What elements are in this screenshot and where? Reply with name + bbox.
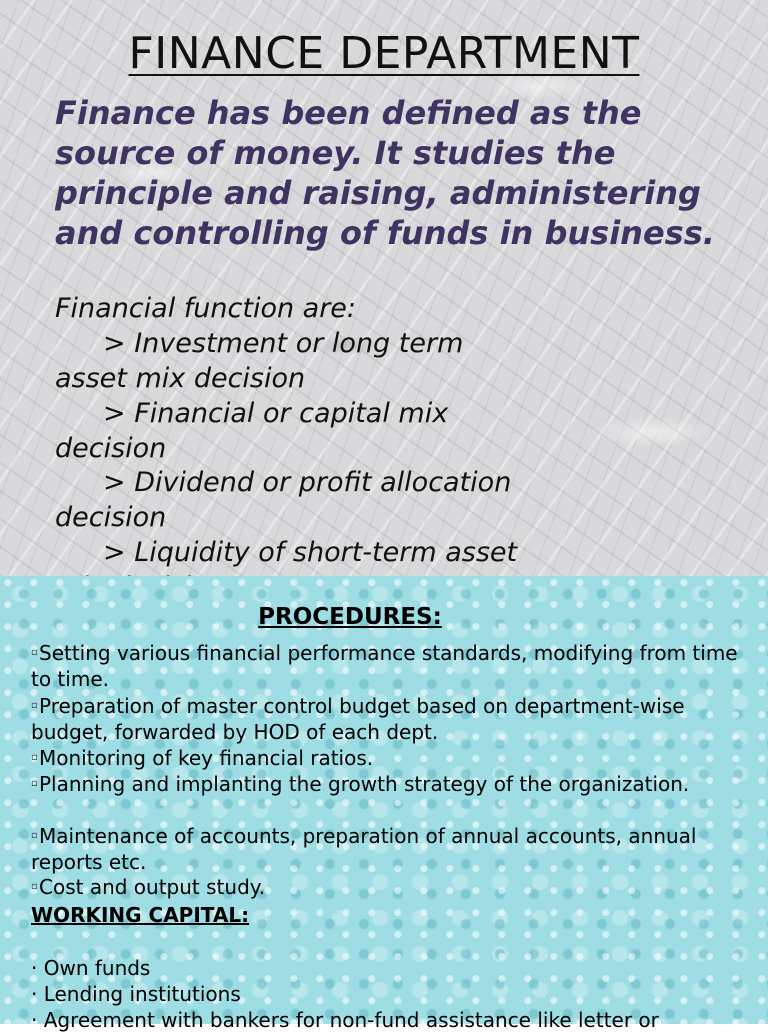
working-capital-item: · Own funds [31,956,151,980]
procedure-text: Cost and output study. [39,875,266,899]
procedure-text: Preparation of master control budget based on department-wise budget, forwarded by HOD of each dept. [31,694,685,744]
function-item: > Financial or capital mix decision [55,398,449,464]
procedure-text: Monitoring of key financial ratios. [39,746,374,770]
small-square-bullet-icon: ▫ [31,830,38,841]
procedure-item [31,823,751,875]
procedures-panel [0,576,768,1032]
procedure-item [31,874,751,900]
procedure-text: Planning and implanting the growth strategy of the organization. [39,772,690,796]
procedure-item [31,693,751,745]
small-square-bullet-icon: ▫ [31,752,38,763]
small-square-bullet-icon: ▫ [31,778,38,789]
function-item: > Investment or long term asset mix decision [55,328,464,394]
functions-heading: Financial function are: [55,293,357,324]
function-item: > Dividend or profit allocation decision [55,467,512,533]
finance-definition: Finance has been defined as the source of money. It studies the principle and raising, administering and controlling of funds in business. [55,94,715,252]
small-square-bullet-icon: ▫ [31,647,38,658]
procedure-item [31,745,751,771]
working-capital-heading: WORKING CAPITAL: [31,903,250,927]
page-title: FINANCE DEPARTMENT [128,28,640,79]
procedure-item [31,771,751,797]
procedure-text: Setting various financial performance standards, modifying from time to time. [31,641,738,691]
procedure-item [31,640,751,692]
small-square-bullet-icon: ▫ [31,700,38,711]
working-capital-item: · Agreement with bankers for non-fund assistance like letter or [31,1008,659,1032]
small-square-bullet-icon: ▫ [31,881,38,892]
working-capital-item: · Lending institutions [31,982,241,1006]
function-item: > Liquidity of short-term asset [103,537,518,568]
procedures-heading: PROCEDURES: [258,604,442,630]
procedure-text: Maintenance of accounts, preparation of annual accounts, annual reports etc. [31,824,697,874]
